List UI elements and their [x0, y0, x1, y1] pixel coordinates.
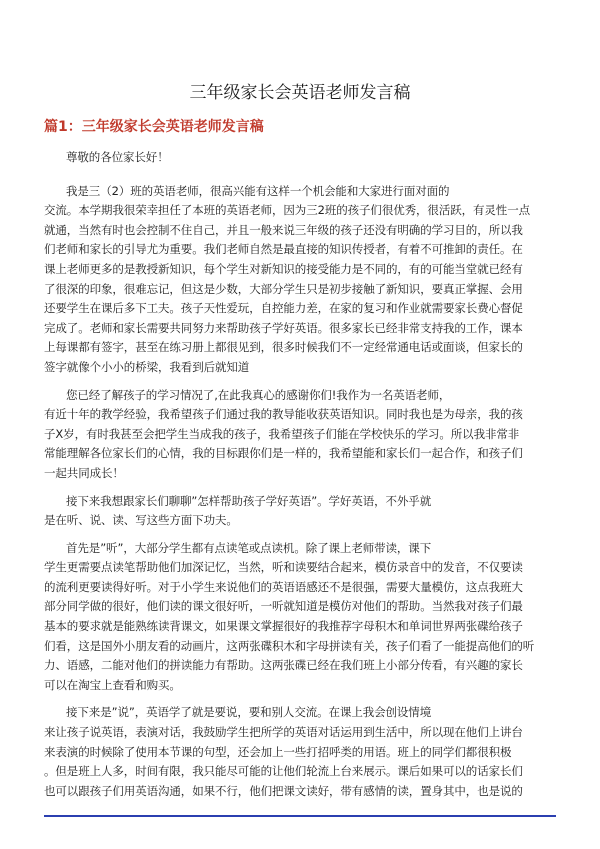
paragraph-line: 您已经了解孩子的学习情况了,在此我真心的感谢你们!我作为一名英语老师，	[66, 387, 451, 402]
paragraph-line: 接下来我想跟家长们聊聊”怎样帮助孩子学好英语”。学好英语，不外乎就	[66, 493, 432, 508]
footer-rule	[44, 815, 556, 817]
paragraph-line: 也可以跟孩子们用英语沟通，如果不行，他们把课文读好，带有感情的读，置身其中，也是说的	[44, 783, 523, 798]
paragraph	[44, 182, 556, 378]
paragraph-line: 来表演的时候除了使用本节课的句型，还会加上一些打招呼类的用语。班上的同学们都很积极	[44, 744, 512, 759]
paragraph-line: 了很深的印象，很难忘记，但这是少数，大部分学生只是初步接触了新知识，要真正掌握、会用	[44, 281, 523, 296]
paragraph-line: 接下来是”说”，英语学了就是要说，要和别人交流。在课上我会创设情境	[66, 705, 432, 720]
paragraph-line: 力、语感，二能对他们的拼读能力有帮助。这两张碟已经在我们班上小部分传看，有兴趣的家长	[44, 658, 523, 673]
paragraph-line: 们看，这是国外小朋友看的动画片，这两张碟积木和字母拼读有关，孩子们看了一能提高他们的听	[44, 638, 535, 653]
paragraph-line: 一起共同成长！	[44, 465, 124, 480]
paragraph-line: 常能理解各位家长们的心情，我的目标跟你们是一样的，我希望能和家长们一起合作，和孩子们	[44, 446, 523, 461]
paragraph-line: 。但是班上人多，时间有限，我只能尽可能的让他们轮流上台来展示。课后如果可以的话家长们	[44, 764, 523, 779]
salutation	[44, 148, 556, 168]
paragraph-line: 就通，当然有时也会控制不住自己，并且一般来说三年级的孩子还没有明确的学习目的，所以我	[44, 222, 523, 237]
section-heading: 篇1：三年级家长会英语老师发言稿	[44, 119, 264, 135]
salutation-text: 尊敬的各位家长好！	[66, 150, 169, 164]
paragraph-line: 还要学生在课后多下工夫。孩子天性爱玩，自控能力差，在家的复习和作业就需要家长费心督促	[44, 301, 523, 316]
paragraph-line: 是在听、说、读、写这些方面下功夫。	[44, 513, 238, 528]
paragraph-line: 学生更需要点读笔帮助他们加深记忆，当然，听和读要结合起来，模仿录音中的发音，不仅要读	[44, 560, 523, 575]
paragraph	[44, 703, 556, 801]
paragraph-line: 交流。本学期我很荣幸担任了本班的英语老师，因为三2班的孩子们很优秀，很活跃，有灵性一点	[44, 203, 531, 218]
document-body	[44, 148, 556, 809]
paragraph-line: 子X岁，有时我甚至会把学生当成我的孩子，我希望孩子们能在学校快乐的学习。所以我非常非	[44, 426, 520, 441]
paragraph-line: 课上老师更多的是教授新知识，每个学生对新知识的接受能力是不同的，有的可能当堂就已经有	[44, 261, 523, 276]
paragraph-line: 首先是”听”，大部分学生都有点读笔或点读机。除了课上老师带读，课下	[66, 540, 432, 555]
paragraph	[44, 492, 556, 531]
paragraph-line: 的流利更要读得好听。对于小学生来说他们的英语语感还不是很强，需要大量模仿，这点我班大	[44, 579, 523, 594]
paragraph-line: 基本的要求就是能熟练读背课文，如果课文掌握很好的我推荐字母积木和单词世界两张碟给孩子	[44, 619, 523, 634]
paragraph-line: 可以在淘宝上查看和购买。	[44, 677, 181, 692]
document-title: 三年级家长会英语老师发言稿	[189, 83, 411, 103]
paragraph-line: 部分同学做的很好，他们读的课文很好听，一听就知道是模仿对他们的帮助。当然我对孩子们最	[44, 599, 523, 614]
paragraph-line: 完成了。老师和家长需要共同努力来帮助孩子学好英语。很多家长已经非常支持我的工作，课本	[44, 320, 523, 335]
paragraph-line: 上每课都有签字，甚至在练习册上都很见到，很多时候我们不一定经常通电话或面谈，但家长的	[44, 340, 523, 355]
paragraph	[44, 386, 556, 484]
paragraph-line: 签字就像个小小的桥梁，我看到后就知道	[44, 359, 250, 374]
paragraph-line: 有近十年的教学经验，我希望孩子们通过我的教导能收获英语知识。同时我也是为母亲，我的孩	[44, 407, 523, 422]
paragraph-line: 们老师和家长的引导尤为重要。我们老师自然是最直接的知识传授者，有着不可推卸的责任。在	[44, 242, 523, 257]
paragraph	[44, 539, 556, 696]
paragraph-line: 来让孩子说英语，表演对话，我鼓励学生把所学的英语对话运用到生活中，所以现在他们上讲台	[44, 725, 523, 740]
paragraph-list	[44, 182, 556, 802]
paragraph-line: 我是三（2）班的英语老师，很高兴能有这样一个机会能和大家进行面对面的	[66, 183, 450, 198]
